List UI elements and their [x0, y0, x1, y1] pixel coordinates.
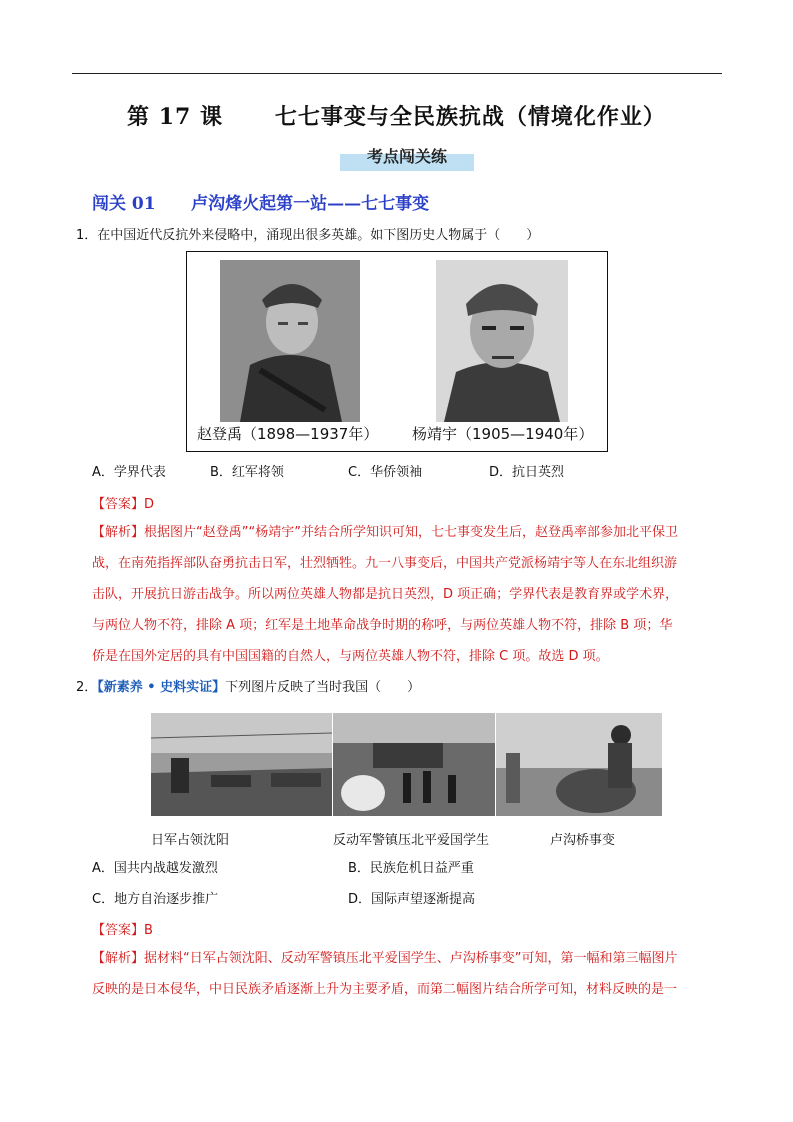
q1-portrait-yang-image	[436, 260, 568, 422]
page-title: 第 17 课 七七事变与全民族抗战（情境化作业）	[127, 104, 666, 130]
q1-option-a[interactable]: A．学界代表	[92, 465, 166, 480]
badge-label: 考点闯关练	[366, 147, 447, 166]
q1-answer-label: 【答案】	[92, 497, 145, 512]
q2-caption-1: 日军占领沈阳	[151, 833, 230, 848]
q1-option-b[interactable]: B．红军将领	[210, 465, 284, 480]
section-heading: 闯关 01 卢沟烽火起第一站——七七事变	[92, 194, 430, 214]
q2-photo-shenyang-image	[151, 713, 332, 816]
q2-number: 2．	[76, 680, 98, 695]
q2-option-c[interactable]: C．地方自治逐步推广	[92, 892, 219, 907]
q2-caption-3: 卢沟桥事变	[550, 833, 616, 848]
q2-tag: 【新素养 • 史料实证】	[97, 680, 226, 695]
q1-portrait-zhao-image	[220, 260, 360, 422]
q2-answer-value: B	[144, 923, 153, 938]
q1-explanation	[92, 517, 732, 672]
q1-stem	[76, 228, 539, 244]
q2-stem	[76, 680, 420, 696]
q1-explain-line-3: 击队，开展抗日游击战争。所以两位英雄人物都是抗日英烈，D 项正确；学界代表是教育界或学术界，	[92, 587, 679, 602]
q2-option-a[interactable]: A．国共内战越发激烈	[92, 861, 218, 876]
q1-caption-left: 赵登禹（1898—1937年）	[197, 425, 379, 443]
q2-option-b[interactable]: B．民族危机日益严重	[348, 861, 474, 876]
q1-option-d[interactable]: D．抗日英烈	[489, 465, 565, 480]
q2-stem-text: 下列图片反映了当时我国（ ）	[225, 680, 421, 695]
q2-answer-label: 【答案】	[92, 923, 145, 938]
q2-caption-2: 反动军警镇压北平爱国学生	[333, 833, 490, 848]
q2-explain-line-2: 反映的是日本侵华，中日民族矛盾逐渐上升为主要矛盾，而第二幅图片结合所学可知，材料反映的是一	[92, 982, 678, 997]
q1-answer	[92, 493, 154, 512]
q1-explain-label: 【解析】	[92, 525, 145, 540]
q2-explain-label: 【解析】	[92, 951, 145, 966]
q1-stem-text: 在中国近代反抗外来侵略中，涌现出很多英雄。如下图历史人物属于（ ）	[97, 228, 540, 243]
q2-explanation	[92, 943, 732, 1005]
q2-option-d[interactable]: D．国际声望逐渐提高	[348, 892, 476, 907]
q1-explain-line-2: 战，在南苑指挥部队奋勇抗击日军，壮烈牺牲。九一八事变后，中国共产党派杨靖宇等人在东北组织游	[92, 556, 678, 571]
q2-photo-beiping-image	[333, 713, 495, 816]
q2-photo-lugouqiao-image	[496, 713, 662, 816]
q1-explain-line-4: 与两位人物不符，排除 A 项；红军是土地革命战争时期的称呼，与两位英雄人物不符，排除 B 项；华	[92, 618, 673, 633]
header-rule	[72, 73, 722, 74]
q1-number: 1．	[76, 228, 98, 243]
q1-option-c[interactable]: C．华侨领袖	[348, 465, 423, 480]
q2-explain-line-1: 据材料“日军占领沈阳、反动军警镇压北平爱国学生、卢沟桥事变”可知，第一幅和第三幅图片	[144, 951, 678, 966]
q2-answer	[92, 919, 153, 938]
q1-explain-line-5: 侨是在国外定居的具有中国国籍的自然人，与两位英雄人物不符，排除 C 项。故选 D 项。	[92, 649, 609, 664]
q1-explain-line-1: 根据图片“赵登禹”“杨靖宇”并结合所学知识可知，七七事变发生后，赵登禹率部参加北平保卫	[144, 525, 678, 540]
q1-caption-right: 杨靖宇（1905—1940年）	[412, 425, 594, 443]
q1-answer-value: D	[144, 497, 155, 512]
